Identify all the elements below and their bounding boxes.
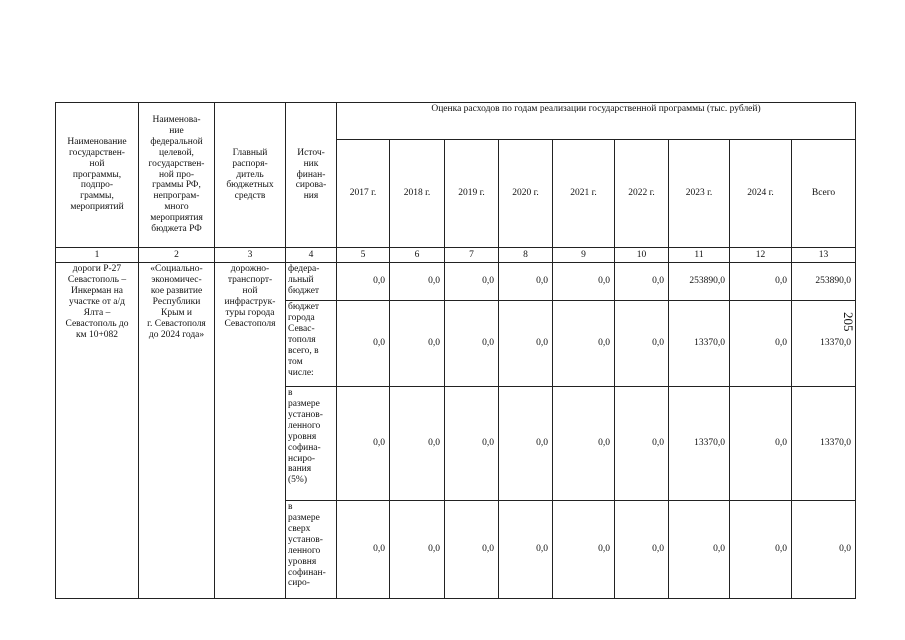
value-cell: 0,0 (553, 301, 615, 387)
budget-table (55, 102, 856, 599)
header-year: 2018 г. (390, 140, 445, 248)
header-federal-program: Наименова- ние федеральной целевой, государствен- ной про- граммы РФ, непрограм- много мероприятия бюджета РФ (139, 103, 215, 248)
value-cell: 13370,0 (792, 301, 856, 387)
column-number: 12 (730, 248, 792, 263)
value-cell: 0,0 (615, 387, 669, 501)
value-cell: 13370,0 (792, 387, 856, 501)
value-cell: 0,0 (499, 263, 553, 301)
value-cell: 0,0 (730, 387, 792, 501)
value-cell: 13370,0 (669, 387, 730, 501)
header-year: 2020 г. (499, 140, 553, 248)
entry-name: дороги Р-27 Севастополь – Инкерман на участке от а/д Ялта – Севастополь до км 10+082 (56, 263, 139, 599)
column-number: 4 (286, 248, 337, 263)
value-cell: 0,0 (615, 301, 669, 387)
funding-source: федера- льный бюджет (286, 263, 337, 301)
column-number: 7 (445, 248, 499, 263)
value-cell: 0,0 (337, 387, 390, 501)
header-year: 2021 г. (553, 140, 615, 248)
value-cell: 0,0 (390, 263, 445, 301)
value-cell: 253890,0 (669, 263, 730, 301)
value-cell: 0,0 (553, 501, 615, 599)
column-number: 5 (337, 248, 390, 263)
value-cell: 0,0 (445, 301, 499, 387)
value-cell: 0,0 (553, 387, 615, 501)
value-cell: 0,0 (499, 387, 553, 501)
column-number: 13 (792, 248, 856, 263)
value-cell: 0,0 (615, 263, 669, 301)
value-cell: 0,0 (445, 501, 499, 599)
value-cell: 0,0 (730, 301, 792, 387)
value-cell: 0,0 (792, 501, 856, 599)
value-cell: 0,0 (499, 301, 553, 387)
column-number: 1 (56, 248, 139, 263)
value-cell: 0,0 (337, 301, 390, 387)
value-cell: 0,0 (615, 501, 669, 599)
column-number: 3 (215, 248, 286, 263)
funding-source: бюджет города Севас- тополя всего, в том числе: (286, 301, 337, 387)
value-cell: 0,0 (730, 501, 792, 599)
value-cell: 253890,0 (792, 263, 856, 301)
header-program-name: Наименование государствен- ной программы, подпро- граммы, мероприятий (56, 103, 139, 248)
value-cell: 0,0 (337, 263, 390, 301)
column-number: 2 (139, 248, 215, 263)
header-total: Всего (792, 140, 856, 248)
value-cell: 0,0 (390, 301, 445, 387)
funding-source: в размере установ- ленного уровня софина- нсиро- вания (5%) (286, 387, 337, 501)
header-row-top (56, 103, 856, 140)
header-expense-estimate: Оценка расходов по годам реализации государственной программы (тыс. рублей) (337, 103, 856, 140)
column-number: 6 (390, 248, 445, 263)
header-year: 2019 г. (445, 140, 499, 248)
value-cell: 0,0 (553, 263, 615, 301)
value-cell: 0,0 (669, 501, 730, 599)
header-budget-administrator: Главный распоря- дитель бюджетных средств (215, 103, 286, 248)
column-number-row (56, 248, 856, 263)
value-cell: 0,0 (390, 501, 445, 599)
entry-administrator: дорожно- транспорт- ной инфраструк- туры города Севастополя (215, 263, 286, 599)
page-number: 205 (841, 312, 856, 332)
value-cell: 0,0 (445, 387, 499, 501)
value-cell: 13370,0 (669, 301, 730, 387)
entry-program: «Социально- экономичес- кое развитие Республики Крым и г. Севастополя до 2024 года» (139, 263, 215, 599)
funding-source: в размере сверх установ- ленного уровня софинан- сиро- (286, 501, 337, 599)
table-row (56, 263, 856, 301)
header-year: 2023 г. (669, 140, 730, 248)
column-number: 10 (615, 248, 669, 263)
value-cell: 0,0 (337, 501, 390, 599)
value-cell: 0,0 (390, 387, 445, 501)
value-cell: 0,0 (499, 501, 553, 599)
value-cell: 0,0 (445, 263, 499, 301)
header-year: 2022 г. (615, 140, 669, 248)
header-year: 2017 г. (337, 140, 390, 248)
column-number: 8 (499, 248, 553, 263)
column-number: 11 (669, 248, 730, 263)
value-cell: 0,0 (730, 263, 792, 301)
header-year: 2024 г. (730, 140, 792, 248)
column-number: 9 (553, 248, 615, 263)
header-funding-source: Источ- ник финан- сирова- ния (286, 103, 337, 248)
